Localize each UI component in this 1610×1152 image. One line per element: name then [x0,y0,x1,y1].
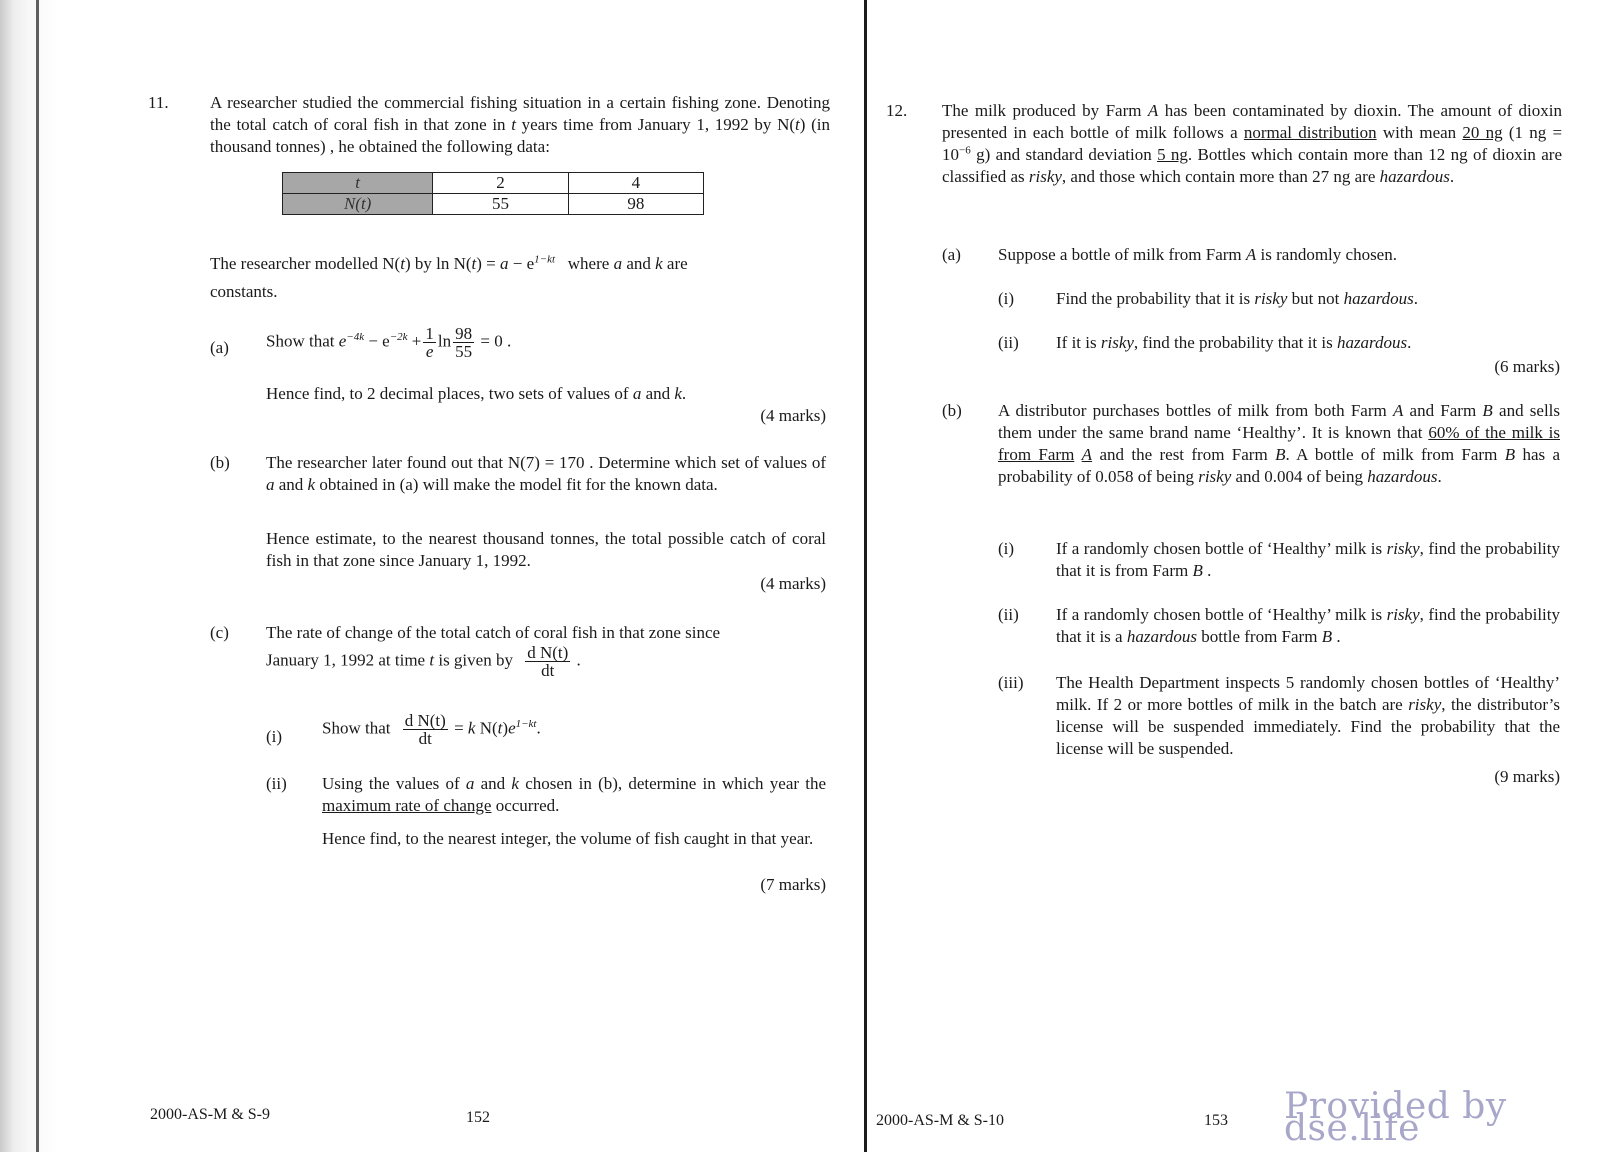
table-cell: 2 [433,173,568,194]
model-description: The researcher modelled N(t) by $\ln N(t) = a - e^{1-kt}$ where a and k are constants. [210,253,688,301]
part-11c-i-equation: Show that $\frac{\text{d N(t)}}{dt}$ = k $N(t)e^{1-kt}$. [322,711,541,748]
part-12b-marks: (9 marks) [1494,767,1560,786]
part-12b-text: A distributor purchases bottles of milk from both Farm A and Farm B and sells them under the same brand name ‘Healthy’. It is known that 60% of the milk is from Farm A and the rest from Farm B. A bottle of milk from Farm B has a probability of 0.058 of being risky and 0.004 of being hazardous. [998,401,1561,486]
part-12b-i-label: (i) [998,539,1015,558]
part-12b-iii-text: The Health Department inspects 5 randomly chosen bottles of ‘Healthy’ milk. If 2 or more bottles of milk in the batch are risky, the distributor’s license will be suspended immediately. Find the probability that the license will be suspended. [1056,673,1560,758]
part-12a-i-text: Find the probability that it is risky but not hazardous. [1056,289,1419,308]
part-11a-equation: Show that $e^{-4k} - e^{-2k}$ + $\frac{1}{e}$ ln $\frac{98}{55}$ = 0 . [266,324,512,361]
part-11c-ii-hence: Hence find, to the nearest integer, the volume of fish caught in that year. [322,829,814,848]
part-11c-i-label: (i) [266,727,283,746]
watermark-text: Provided by dse.life [1284,1086,1507,1149]
part-11c-ii-text: Using the values of a and k chosen in (b), determine in which year the maximum rate of change occurred. [322,774,827,815]
part-11c-text-2: January 1, 1992 at time t is given by $\frac{\text{d N(t)}}{dt}$ . [266,643,581,680]
part-11c-ii-label: (ii) [266,774,287,793]
part-12a-ii-text: If it is risky, find the probability that it is hazardous. [1056,333,1412,352]
part-12a-i-label: (i) [998,289,1015,308]
part-12b-ii-label: (ii) [998,605,1019,624]
question-11-intro: A researcher studied the commercial fishing situation in a certain fishing zone. Denoting the total catch of coral fish in that zone in t years time from January 1, 1992 by N(t) (in thousand tonnes) , he obtained the following data: [210,93,830,156]
part-11c-text: The rate of change of the total catch of coral fish in that zone since [266,623,721,642]
part-12b-iii-label: (iii) [998,673,1024,692]
part-12a-ii-label: (ii) [998,333,1019,352]
page-number-left: 152 [466,1109,490,1126]
part-12b-i-text: If a randomly chosen bottle of ‘Healthy’ milk is risky, find the probability that it is from Farm B . [1056,539,1560,580]
question-12-intro: The milk produced by Farm A has been contaminated by dioxin. The amount of dioxin presented in each bottle of milk follows a normal distribution with mean 20 ng (1 ng = $10^{-6}$ g) and standard deviation 5 ng. Bottles which contain more than 12 ng of dioxin are classified as risky, and those which contain more than 27 ng are hazardous. [942,101,1563,186]
footer-code-left: 2000-AS-M & S-9 [150,1106,271,1123]
page-number-right: 153 [1204,1112,1228,1129]
part-11c-label: (c) [210,623,229,642]
part-11c-marks: (7 marks) [760,875,826,894]
part-11a-marks: (4 marks) [760,406,826,425]
footer-code-right: 2000-AS-M & S-10 [876,1112,1005,1129]
part-11a-hence: Hence find, to 2 decimal places, two sets of values of a and k. [266,384,687,403]
table-header-N: N(t) [283,194,433,215]
catch-data-table [282,172,704,215]
table-row-N [283,194,704,215]
part-12a-label: (a) [942,245,961,264]
part-12a-marks: (6 marks) [1494,357,1560,376]
scan-edge-shadow [0,0,56,1152]
part-12a-text: Suppose a bottle of milk from Farm A is randomly chosen. [998,245,1397,264]
table-header-t: t [283,173,433,194]
part-11b-text: The researcher later found out that N(7) = 170 . Determine which set of values of a and k obtained in (a) will make the model fit for the known data. [266,453,827,494]
page-gutter-divider [864,0,867,1152]
scan-edge-line [36,0,39,1152]
part-11a-label: (a) [210,338,229,357]
part-11b-hence: Hence estimate, to the nearest thousand tonnes, the total possible catch of coral fish in that zone since January 1, 1992. [266,529,827,570]
table-cell: 4 [568,173,703,194]
table-cell: 55 [433,194,568,215]
part-11b-label: (b) [210,453,230,472]
part-11b-marks: (4 marks) [760,574,826,593]
question-11-number: 11. [148,93,169,112]
table-cell: 98 [568,194,703,215]
part-12b-label: (b) [942,401,962,420]
table-row-t [283,173,704,194]
question-12-number: 12. [886,101,908,120]
part-12b-ii-text: If a randomly chosen bottle of ‘Healthy’ milk is risky, find the probability that it is a hazardous bottle from Farm B . [1056,605,1560,646]
